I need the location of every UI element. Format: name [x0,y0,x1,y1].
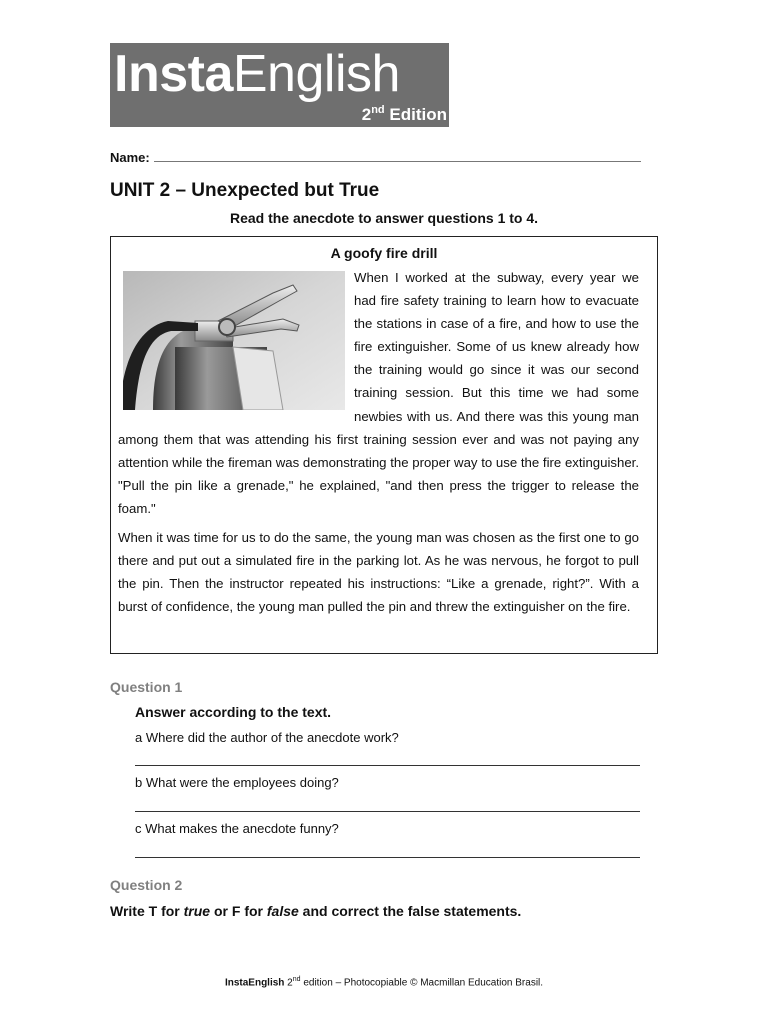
page-footer: InstaEnglish 2nd edition – Photocopiable © Macmillan Education Brasil. [224,976,544,989]
question-2-instruction: Write T for true or F for false and correct the false statements. [110,903,522,919]
logo-edition: 2nd Edition [361,104,447,124]
question-1-heading: Question 1 [110,679,183,695]
answer-line-1b [135,811,640,812]
logo-wordmark: InstaEnglish [114,45,400,103]
anecdote-paragraph-2: When it was time for us to do the same, the young man was chosen as the first one to go there and put out a simulated fire in the parking lot. As he was nervous, he forgot to pull the pin. Then the instructor repeated his instructions: “Like a grenade, right?”. With a burst of confidence, the young man pulled the pin and threw the extinguisher on the fire. [118,530,639,615]
question-2-heading: Question 2 [110,877,183,893]
instaenglish-logo [110,43,449,127]
name-label: Name: [110,150,150,165]
name-field [110,150,646,165]
anecdote-title: A goofy fire drill [330,245,438,261]
answer-line-1a [135,765,640,766]
fire-extinguisher-photo [123,271,345,410]
anecdote-paragraph-1: When I worked at the subway, every year we had fire safety training to learn how to evacuate the stations in case of a fire, and how to use the fire extinguisher. Some of us knew already how the training would go since it was our second training session. But this time we had some newbies with us. And there was this young man among them that was attending his first training session ever and was not paying any attention while the fireman was demonstrating the proper way to use the fire extinguisher. "Pull the pin like a grenade," he explained, "and then press the trigger to release the foam." [118,270,639,516]
question-1a: a Where did the author of the anecdote work? [135,730,399,745]
question-1c: c What makes the anecdote funny? [135,821,339,836]
unit-title: UNIT 2 – Unexpected but True [110,180,380,201]
question-1b: b What were the employees doing? [135,775,339,790]
anecdote-box [110,236,658,654]
name-blank-line [154,151,641,162]
question-1-instruction: Answer according to the text. [135,704,332,720]
answer-line-1c [135,857,640,858]
reading-instruction: Read the anecdote to answer questions 1 to 4. [229,210,539,226]
